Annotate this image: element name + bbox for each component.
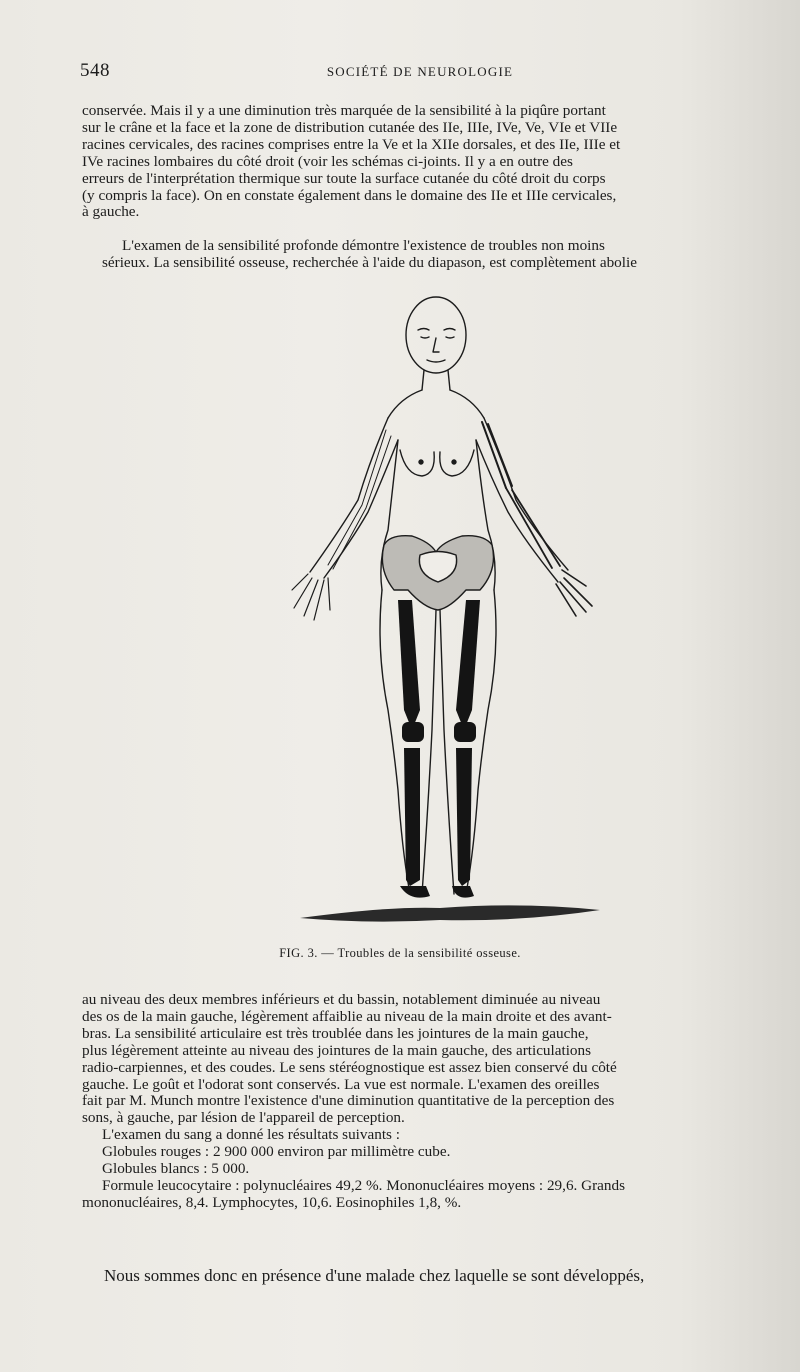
- text-line: sérieux. La sensibilité osseuse, recherchée à l'aide du diapason, est complètement abolie: [102, 253, 637, 271]
- anatomical-figure: [270, 290, 620, 930]
- text-line: sons, à gauche, par lésion de l'appareil de perception.: [82, 1109, 405, 1127]
- figure-legs: [380, 590, 496, 894]
- text-line: mononucléaires, 8,4. Lymphocytes, 10,6. Eosinophiles 1,8, %.: [82, 1193, 462, 1211]
- text-line: Globules blancs : 5 000.: [102, 1160, 250, 1178]
- text-line: conservée. Mais il y a une diminution très marquée de la sensibilité à la piqûre portant: [82, 102, 606, 119]
- text-line: L'examen de la sensibilité profonde démontre l'existence de troubles non moins: [122, 237, 605, 254]
- paragraph-1: [82, 103, 772, 221]
- paragraph-3: [82, 992, 772, 1212]
- paragraph-2: [82, 238, 772, 272]
- text-line: sur le crâne et la face et la zone de distribution cutanée des IIe, IIIe, IVe, Ve, VIe et VIIe: [82, 118, 618, 136]
- text-line: à gauche.: [82, 203, 140, 221]
- text-line: IVe racines lombaires du côté droit (voir les schémas ci-joints. Il y a en outre des: [82, 152, 573, 170]
- figure-caption: FIG. 3. — Troubles de la sensibilité osseuse.: [279, 946, 521, 960]
- text-line: au niveau des deux membres inférieurs et du bassin, notablement diminuée au niveau: [82, 991, 601, 1008]
- text-line: fait par M. Munch montre l'existence d'une diminution quantitative de la perception des: [82, 1092, 615, 1110]
- text-line: gauche. Le goût et l'odorat sont conservés. La vue est normale. L'examen des oreilles: [82, 1075, 600, 1093]
- figure-ground: [300, 905, 600, 921]
- closing-line: Nous sommes donc en présence d'une malade chez laquelle se sont développés,: [104, 1266, 645, 1285]
- text-line: L'examen du sang a donné les résultats suivants :: [102, 1126, 400, 1144]
- text-line: Formule leucocytaire : polynucléaires 49,2 %. Mononucléaires moyens : 29,6. Grands: [102, 1176, 625, 1194]
- text-line: bras. La sensibilité articulaire est très troublée dans les jointures de la main gauche,: [82, 1024, 589, 1042]
- text-line: plus légèrement atteinte au niveau des jointures de la main gauche, des articulations: [82, 1041, 592, 1059]
- text-line: erreurs de l'interprétation thermique sur toute la surface cutanée du côté droit du corps: [82, 169, 606, 187]
- text-line: des os de la main gauche, légèrement affaiblie au niveau de la main droite et des avant-: [82, 1007, 612, 1025]
- text-line: radio-carpiennes, et des coudes. Le sens stéréognostique est assez bien conservé du côté: [82, 1058, 617, 1076]
- running-title: SOCIÉTÉ DE NEUROLOGIE: [326, 64, 514, 79]
- page-number: 548: [80, 60, 110, 81]
- text-line: Globules rouges : 2 900 000 environ par millimètre cube.: [102, 1143, 451, 1161]
- text-line: (y compris la face). On en constate également dans le domaine des IIe et IIIe cervicales,: [82, 186, 617, 204]
- page-header: [80, 60, 760, 86]
- text-line: racines cervicales, des racines comprises entre la Ve et la XIIe dorsales, et des IIe, IIIe et: [82, 135, 621, 153]
- figure-torso: [388, 390, 484, 418]
